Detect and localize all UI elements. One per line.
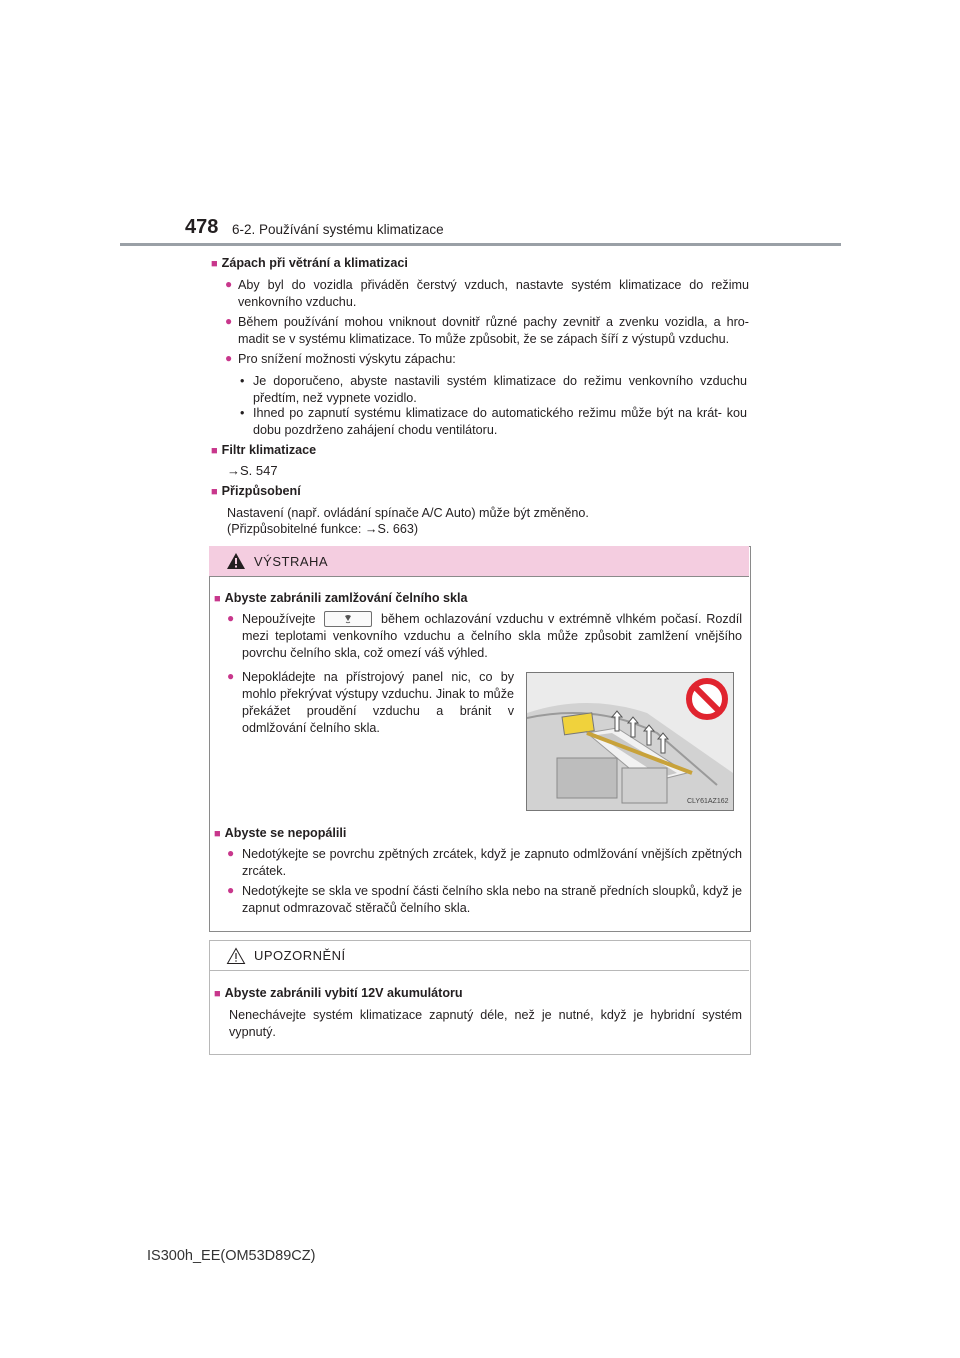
figure-code: CLY61AZ162 (687, 798, 729, 805)
square-bullet-icon: ■ (211, 445, 218, 457)
custom-heading (211, 484, 301, 498)
custom-line-2[interactable]: (Přizpůsobitelné funkce: →S. 663) (227, 522, 419, 536)
circle-bullet-icon: ● (227, 669, 235, 683)
circle-bullet-icon: ● (225, 351, 233, 365)
smell-paragraph-3: Pro snížení možnosti výskytu zápachu: (238, 352, 456, 366)
defroster-button-icon (324, 611, 372, 627)
custom-title: Přizpůsobení (221, 484, 301, 498)
custom-line-1: Nastavení (např. ovládání spínače A/C Auto) může být změněno. (227, 506, 589, 520)
warning-triangle-icon (226, 552, 246, 570)
burn-paragraph-2: Nedotýkejte se skla ve spodní části čelního skla nebo na straně předních sloupků, když je zapnut odmrazovač stěračů čelního skla. (242, 884, 742, 915)
square-bullet-icon: ■ (211, 258, 218, 270)
dashboard-illustration (526, 672, 734, 811)
circle-bullet-icon: ● (225, 277, 233, 291)
fog-title: Abyste zabránili zamlžování čelního skla (224, 591, 468, 605)
circle-bullet-icon: ● (225, 314, 233, 328)
battery-heading (214, 986, 463, 1000)
warning-header (209, 546, 749, 577)
burn-paragraph-1: Nedotýkejte se povrchu zpětných zrcátek, když je zapnuto odmlžování vnějších zpětných zrcátek. (242, 847, 742, 878)
circle-bullet-icon: ● (227, 611, 235, 625)
fog-heading (214, 591, 468, 605)
section-title: 6-2. Používání systému klimatizace (232, 222, 444, 237)
burn-heading (214, 826, 346, 840)
warning-label: VÝSTRAHA (254, 554, 329, 569)
page-number: 478 (185, 216, 219, 238)
smell-paragraph-2: Během používání mohou vniknout dovnitř různé pachy zevnitř a zvenku vozidla, a hro- madit se v systému klimatizace. To může způsobit, že se zápach šíří z výstupů vzduchu. (238, 315, 749, 346)
fog-paragraph-1 (242, 611, 742, 662)
filter-title: Filtr klimatizace (221, 443, 317, 457)
filter-heading (211, 443, 316, 457)
caution-label: UPOZORNĚNÍ (254, 948, 346, 963)
square-bullet-icon: ■ (214, 988, 221, 1000)
square-bullet-icon: ■ (214, 828, 221, 840)
header-rule (120, 243, 841, 246)
smell-bullet-2: Ihned po zapnutí systému klimatizace do automatického režimu může být na krát- kou dobu pozdrženo zahájení chodu ventilátoru. (253, 406, 747, 437)
document-code: IS300h_EE(OM53D89CZ) (147, 1248, 316, 1264)
square-bullet-icon: ■ (211, 486, 218, 498)
small-bullet-icon: • (240, 406, 245, 420)
caution-triangle-icon (226, 947, 246, 965)
small-bullet-icon: • (240, 374, 245, 388)
battery-title: Abyste zabránili vybití 12V akumulátoru (224, 986, 463, 1000)
smell-title: Zápach při větrání a klimatizaci (221, 256, 408, 270)
fog-paragraph-2: Nepokládejte na přístrojový panel nic, co by mohlo překrývat výstupy vzduchu. Jinak to může překážet proudění vzduchu a bránit v odmlžování čelního skla. (242, 670, 514, 735)
caution-header (209, 940, 749, 971)
circle-bullet-icon: ● (227, 846, 235, 860)
smell-bullet-1: Je doporučeno, abyste nastavili systém klimatizace do režimu venkovního vzduchu předtím, než vypnete vozidlo. (253, 374, 747, 405)
dashboard-vents-figure (527, 673, 733, 810)
fog-paragraph-1-end: během ochlazování vzduchu v extrémně vlhkém počasí. Rozdíl mezi teplotami venkovního vzduchu a čelního skla může způsobit zamlžení vnějšího povrchu čelního skla, což omezí váš výhled. (242, 612, 742, 660)
filter-page-ref[interactable]: →S. 547 (227, 463, 278, 478)
circle-bullet-icon: ● (227, 883, 235, 897)
burn-title: Abyste se nepopálili (224, 826, 347, 840)
smell-heading (211, 256, 408, 270)
fog-paragraph-1-start: Nepoužívejte (242, 612, 316, 626)
smell-paragraph-1: Aby byl do vozidla přiváděn čerstvý vzduch, nastavte systém klimatizace do režimu venkovního vzduchu. (238, 278, 749, 309)
square-bullet-icon: ■ (214, 593, 221, 605)
battery-text: Nenechávejte systém klimatizace zapnutý déle, než je nutné, když je hybridní systém vypnutý. (229, 1008, 742, 1039)
